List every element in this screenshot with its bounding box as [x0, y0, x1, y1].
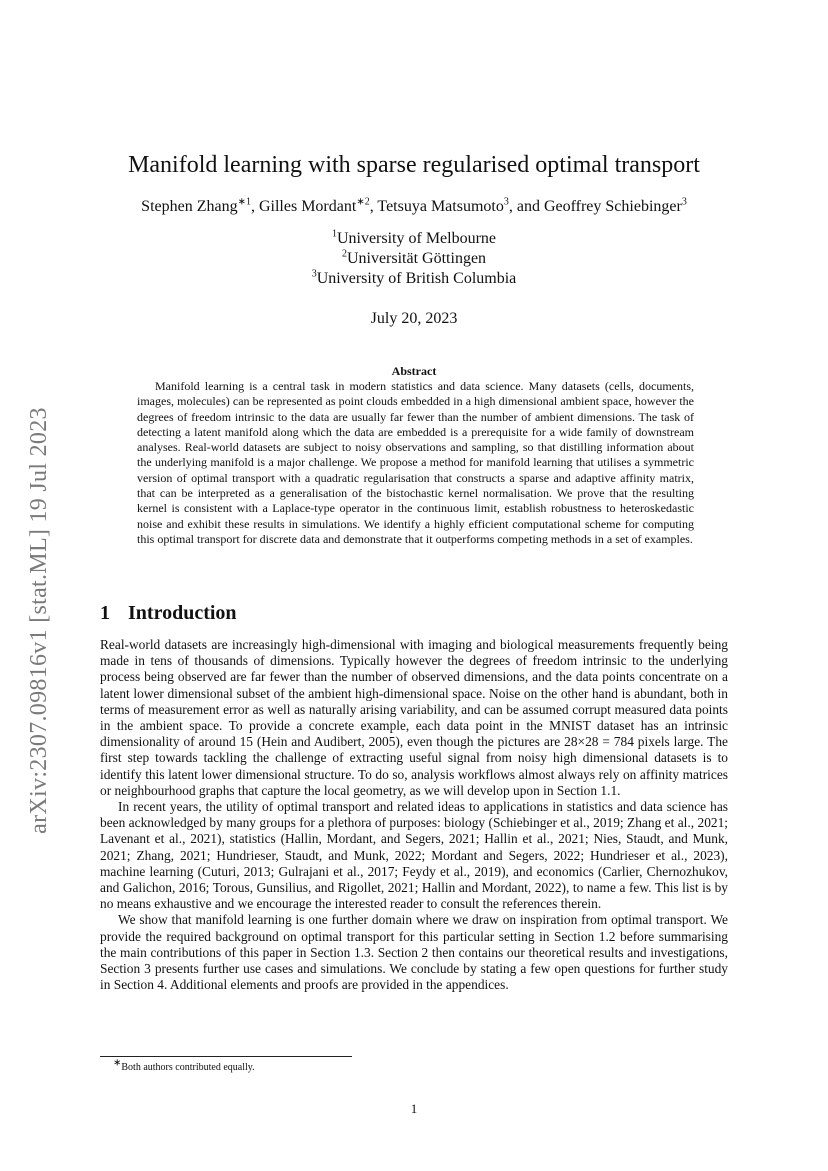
paragraph: In recent years, the utility of optimal transport and related ideas to applications in statistics and data science has been acknowledged by many groups for a plethora of purposes: biology (Schiebinger et al., 2019; Zhang et al., 2021; Lavenant et al., 2021), statistics (Hallin, Mordant, and Segers, 2021; Hallin et al., 2021; Nies, Staudt, and Munk, 2021; Zhang, 2021; Hundrieser, Staudt, and Munk, 2022; Mordant and Segers, 2022; Hundrieser et al., 2023), machine learning (Cuturi, 2013; Gulrajani et al., 2017; Feydy et al., 2019), and economics (Carlier, Chernozhukov, and Galichon, 2016; Torous, Gunsilius, and Rigollet, 2021; Hallin and Mordant, 2022), to name a few. This list is by no means exhaustive and we encourage the interested reader to consult the references therein. [100, 799, 728, 912]
abstract-heading: Abstract [391, 364, 437, 378]
paragraph: We show that manifold learning is one further domain where we draw on inspiration from optimal transport. We provide the required background on optimal transport for this particular setting in Section 1.2 before summarising the main contributions of this paper in Section 1.3. Section 2 then contains our theoretical results and investigations, Section 3 presents further use cases and simulations. We conclude by stating a few open questions for further study in Section 4. Additional elements and proofs are provided in the appendices. [100, 912, 728, 993]
author-affiliation-mark: 3 [503, 196, 509, 208]
affiliation-name: University of Melbourne [336, 230, 497, 247]
abstract-text: Manifold learning is a central task in modern statistics and data science. Many datasets (cells, documents, images, molecules) can be represented as point clouds embedded in a high dimensional ambient space, however the degrees of freedom intrinsic to the data are usually far fewer than the number of ambient dimensions. The task of detecting a latent manifold along which the data are embedded is a prerequisite for a wide family of downstream analyses. Real-world datasets are subject to noisy observations and sampling, so that distilling information about the underlying manifold is a major challenge. We propose a method for manifold learning that utilises a symmetric version of optimal transport with a quadratic regularisation that constructs a sparse and adaptive affinity matrix, that can be interpreted as a generalisation of the bistochastic kernel normalisation. We prove that the resulting kernel is consistent with a Laplace-type operator in the continuous limit, establish robustness to heteroskedastic noise and exhibit these results in simulations. We identify a highly efficient computational scheme for computing this optimal transport for discrete data and demonstrate that it outperforms competing methods in a set of examples. [137, 379, 694, 546]
publication-date: July 20, 2023 [370, 310, 458, 327]
author-name: Gilles Mordant [258, 198, 357, 215]
footnote-text: Both authors contributed equally. [121, 1062, 255, 1073]
affiliation-mark: 1 [331, 228, 337, 240]
section-heading [100, 600, 237, 626]
author-affiliation-mark: ∗1 [237, 196, 251, 208]
author-separator: , [250, 198, 259, 215]
affiliation-mark: 2 [341, 248, 347, 260]
affiliation-item [100, 229, 728, 249]
paper-title: Manifold learning with sparse regularised optimal transport [128, 152, 700, 178]
author-affiliation-mark: 3 [681, 196, 687, 208]
section-title: Introduction [128, 602, 237, 624]
affiliation-mark: 3 [311, 268, 317, 280]
introduction-body [100, 637, 728, 993]
footnote [113, 1057, 255, 1074]
affiliation-list [100, 229, 728, 289]
footnote-divider [100, 1056, 352, 1057]
page-number: 1 [410, 1101, 418, 1116]
arxiv-identifier-stamp [14, 360, 64, 880]
affiliation-item [100, 269, 728, 289]
author-separator: , and [508, 198, 544, 215]
author-name: Stephen Zhang [141, 198, 238, 215]
author-list [90, 196, 738, 218]
affiliation-name: University of British Columbia [316, 270, 517, 287]
author-affiliation-mark: ∗2 [356, 196, 370, 208]
footnote-mark: ∗ [113, 1057, 122, 1069]
affiliation-item [100, 249, 728, 269]
section-number: 1 [100, 602, 110, 624]
arxiv-identifier-text: arXiv:2307.09816v1 [stat.ML] 19 Jul 2023 [25, 406, 52, 834]
affiliation-name: Universität Göttingen [346, 250, 487, 267]
author-name: Tetsuya Matsumoto [377, 198, 504, 215]
paragraph: Real-world datasets are increasingly high-dimensional with imaging and biological measurements frequently being made in tens of thousands of dimensions. Typically however the degrees of freedom intrinsic to the underlying process being observed are far fewer than the number of observed dimensions, and the data points concentrate on a latent lower dimensional subset of the ambient high-dimensional space. Noise on the other hand is abundant, both in terms of measurement error as well as naturally arising variability, and can be assumed corrupt measured data points in the ambient space. To provide a concrete example, each data point in the MNIST dataset has an intrinsic dimensionality of around 15 (Hein and Audibert, 2005), even though the pictures are 28×28 = 784 pixels large. The first step towards tackling the challenge of extracting useful signal from noisy high dimensional datasets is to identify this latent lower dimensional structure. To do so, analysis workflows almost always rely on affinity matrices or neighbourhood graphs that capture the local geometry, as we will develop upon in Section 1.1. [100, 637, 728, 798]
author-name: Geoffrey Schiebinger [543, 198, 682, 215]
author-separator: , [369, 198, 378, 215]
